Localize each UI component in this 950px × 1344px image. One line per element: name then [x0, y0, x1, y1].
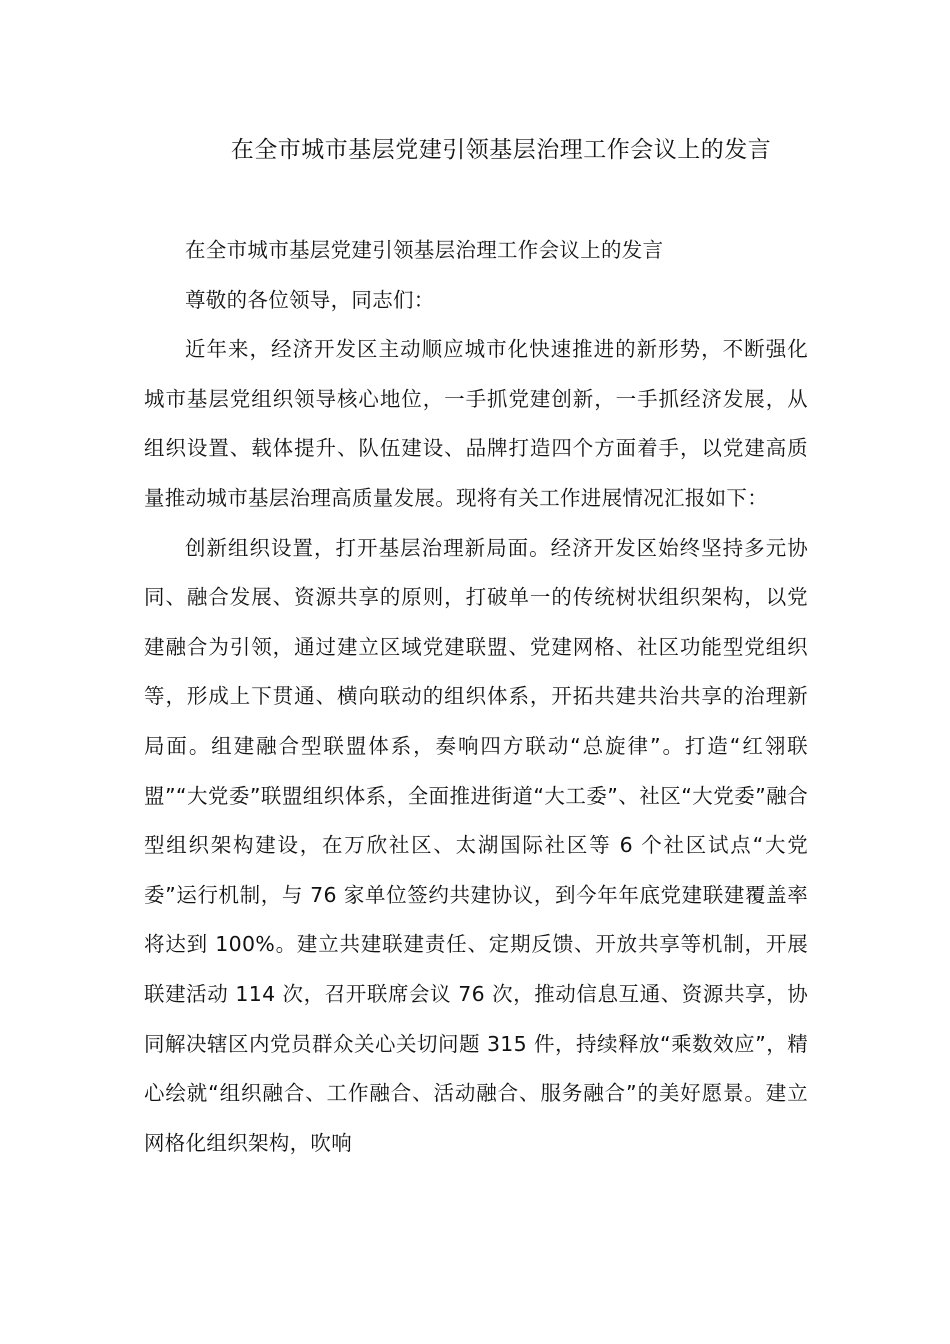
document-title: 在全市城市基层党建引领基层治理工作会议上的发言 — [230, 137, 772, 163]
body-paragraph-intro: 近年来，经济开发区主动顺应城市化快速推进的新形势，不断强化城市基层党组织领导核心地位，一手抓党建创新，一手抓经济发展，从组织设置、载体提升、队伍建设、品牌打造四个方面着手，以党建高质量推动城市基层治理高质量发展。现将有关工作进展情况汇报如下： — [144, 337, 808, 510]
document-body — [144, 226, 808, 1168]
body-paragraph-heading: 在全市城市基层党建引领基层治理工作会议上的发言 — [185, 238, 664, 262]
body-paragraph-salutation: 尊敬的各位领导，同志们： — [185, 287, 435, 312]
body-paragraph-organization: 创新组织设置，打开基层治理新局面。经济开发区始终坚持多元协同、融合发展、资源共享的原则，打破单一的传统树状组织架构，以党建融合为引领，通过建立区域党建联盟、党建网格、社区功能型党组织等，形成上下贯通、横向联动的组织体系，开拓共建共治共享的治理新局面。组建融合型联盟体系，奏响四方联动“总旋律”。打造“红翎联盟”“大党委”联盟组织体系，全面推进街道“大工委”、社区“大党委”融合型组织架构建设，在万欣社区、太湖国际社区等 6 个社区试点“大党委”运行机制，与 76 家单位签约共建协议，到今年年底党建联建覆盖率将达到 100%。建立共建联建责任、定期反馈、开放共享等机制，开展联建活动 114 次，召开联席会议 76 次，推动信息互通、资源共享，协同解决辖区内党员群众关心关切问题 315 件，持续释放“乘数效应”，精心绘就“组织融合、工作融合、活动融合、服务融合”的美好愿景。建立网格化组织架构，吹响 — [144, 535, 808, 1155]
